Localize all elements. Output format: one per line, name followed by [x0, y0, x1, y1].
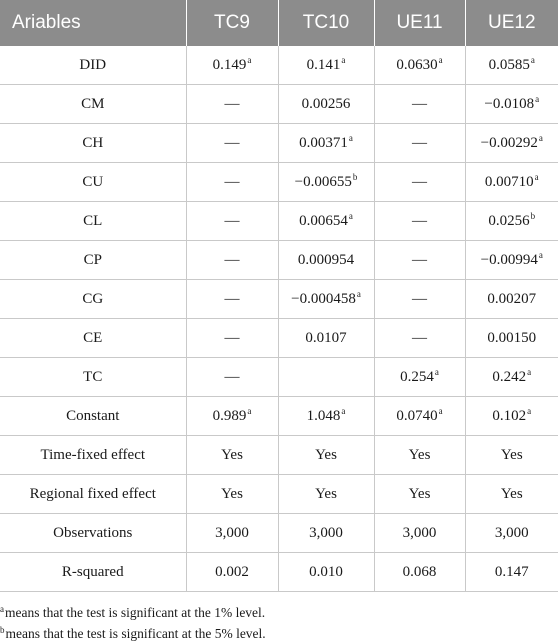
cell-value: Yes — [500, 446, 523, 463]
table-cell — [278, 85, 374, 124]
table-cell — [278, 46, 374, 85]
header-variables: Ariables — [0, 0, 186, 46]
table-row — [0, 475, 558, 514]
table-cell — [374, 514, 465, 553]
significance-marker: a — [538, 132, 543, 143]
table-row — [0, 397, 558, 436]
cell-value: 0.00150 — [487, 329, 537, 346]
significance-marker: a — [538, 249, 543, 260]
table-cell — [186, 241, 278, 280]
cell-value: 0.242 — [492, 368, 527, 385]
cell-value: — — [412, 173, 427, 190]
table-cell — [465, 124, 558, 163]
cell-value: −0.00292 — [480, 134, 538, 151]
cell-value: — — [412, 212, 427, 229]
table-cell — [186, 514, 278, 553]
header-ue12: UE12 — [465, 0, 558, 46]
significance-marker: a — [438, 54, 443, 65]
cell-value: Yes — [500, 485, 523, 502]
cell-value: −0.00994 — [480, 251, 538, 268]
cell-value: Yes — [221, 485, 243, 502]
table-row — [0, 280, 558, 319]
significance-marker: a — [530, 54, 535, 65]
cell-value: 0.00207 — [487, 290, 537, 307]
table-cell — [278, 202, 374, 241]
cell-value: — — [224, 329, 240, 346]
footnote-marker: b — [0, 625, 5, 635]
cell-value: Yes — [408, 446, 431, 463]
table-cell — [374, 436, 465, 475]
row-label: CH — [0, 124, 186, 163]
cell-value: 0.0585 — [488, 56, 530, 73]
footnote-marker: a — [0, 604, 4, 614]
cell-value: −0.00655 — [294, 173, 352, 190]
table-row — [0, 514, 558, 553]
table-cell — [465, 46, 558, 85]
table-cell — [374, 397, 465, 436]
table-cell — [278, 475, 374, 514]
table-row — [0, 163, 558, 202]
table-footnotes — [0, 592, 558, 644]
table-cell — [278, 280, 374, 319]
table-cell — [186, 553, 278, 592]
cell-value: −0.000458 — [291, 290, 356, 307]
table-cell — [465, 163, 558, 202]
cell-value: 3,000 — [215, 524, 249, 541]
cell-value: 0.147 — [494, 563, 529, 580]
table-cell — [465, 319, 558, 358]
cell-value: 0.068 — [402, 563, 437, 580]
table-cell — [186, 85, 278, 124]
table-body — [0, 46, 558, 592]
significance-marker: a — [247, 405, 252, 416]
row-label: CU — [0, 163, 186, 202]
table-cell — [186, 124, 278, 163]
cell-value: — — [224, 251, 240, 268]
cell-value: — — [224, 212, 240, 229]
table-cell — [186, 319, 278, 358]
row-label: CG — [0, 280, 186, 319]
table-cell — [278, 397, 374, 436]
table-row — [0, 358, 558, 397]
row-label: CE — [0, 319, 186, 358]
row-label: TC — [0, 358, 186, 397]
table-cell — [374, 202, 465, 241]
cell-value: 0.000954 — [297, 251, 355, 268]
cell-value: 0.989 — [212, 407, 247, 424]
table-cell — [374, 46, 465, 85]
cell-value: −0.0108 — [484, 95, 535, 112]
significance-marker: a — [348, 132, 353, 143]
cell-value: 0.254 — [400, 368, 434, 385]
significance-marker: a — [534, 171, 539, 182]
footnote-text: means that the test is significant at the 5% level. — [5, 626, 266, 641]
row-label: Regional fixed effect — [0, 475, 186, 514]
table-cell — [374, 358, 465, 397]
cell-value: Yes — [408, 485, 431, 502]
table-cell — [186, 202, 278, 241]
cell-value: 0.141 — [306, 56, 341, 73]
table-cell — [278, 124, 374, 163]
row-label: CP — [0, 241, 186, 280]
table-cell — [465, 436, 558, 475]
cell-value: — — [224, 290, 240, 307]
footnote-text: means that the test is significant at the 1% level. — [5, 605, 266, 620]
table-cell — [465, 241, 558, 280]
significance-marker: b — [352, 171, 358, 182]
table-cell — [374, 280, 465, 319]
table-cell — [374, 124, 465, 163]
cell-value: 0.102 — [492, 407, 527, 424]
table-cell — [374, 475, 465, 514]
cell-value: 0.00256 — [301, 95, 351, 112]
table-cell — [374, 163, 465, 202]
table-cell — [465, 358, 558, 397]
table-row — [0, 202, 558, 241]
table-cell — [186, 46, 278, 85]
cell-value: — — [412, 251, 427, 268]
significance-marker: a — [527, 405, 532, 416]
cell-value: — — [412, 134, 427, 151]
table-cell — [278, 319, 374, 358]
table-cell — [465, 475, 558, 514]
table-cell — [374, 241, 465, 280]
row-label: CM — [0, 85, 186, 124]
table-cell — [186, 397, 278, 436]
cell-value: 0.010 — [309, 563, 343, 580]
significance-marker: a — [348, 210, 353, 221]
cell-value: 3,000 — [309, 524, 343, 541]
table-cell — [374, 319, 465, 358]
significance-marker: a — [527, 366, 532, 377]
cell-value: 0.0107 — [305, 329, 347, 346]
table-row — [0, 319, 558, 358]
cell-value: 0.149 — [212, 56, 247, 73]
table-cell — [186, 358, 278, 397]
cell-value: 0.00710 — [484, 173, 534, 190]
cell-value: Yes — [315, 446, 337, 463]
table-row — [0, 436, 558, 475]
table-cell — [465, 202, 558, 241]
row-label: CL — [0, 202, 186, 241]
table-row — [0, 46, 558, 85]
cell-value: 0.00654 — [299, 212, 348, 229]
table-cell — [465, 397, 558, 436]
table-cell — [465, 514, 558, 553]
row-label: Time-fixed effect — [0, 436, 186, 475]
row-label: Constant — [0, 397, 186, 436]
cell-value: 3,000 — [402, 524, 437, 541]
cell-value: 0.0256 — [488, 212, 530, 229]
table-cell — [278, 514, 374, 553]
cell-value: 0.00371 — [299, 134, 348, 151]
row-label: Observations — [0, 514, 186, 553]
significance-marker: a — [341, 54, 346, 65]
cell-value: 3,000 — [494, 524, 529, 541]
table-cell — [278, 241, 374, 280]
table-cell — [465, 553, 558, 592]
table-cell — [465, 280, 558, 319]
table-cell — [278, 358, 374, 397]
table-row — [0, 124, 558, 163]
cell-value: 0.0740 — [396, 407, 438, 424]
cell-value: Yes — [221, 446, 243, 463]
cell-value: — — [412, 95, 427, 112]
cell-value: 0.002 — [215, 563, 249, 580]
table-cell — [278, 163, 374, 202]
significance-marker: a — [434, 366, 439, 377]
significance-marker: a — [341, 405, 346, 416]
row-label: R-squared — [0, 553, 186, 592]
cell-value: — — [412, 329, 427, 346]
row-label: DID — [0, 46, 186, 85]
table-row — [0, 553, 558, 592]
cell-value: — — [224, 95, 240, 112]
footnote — [0, 602, 558, 623]
significance-marker: a — [535, 93, 540, 104]
significance-marker: b — [530, 210, 536, 221]
cell-value: — — [224, 134, 240, 151]
cell-value: — — [412, 290, 427, 307]
cell-value: 1.048 — [306, 407, 341, 424]
header-row — [0, 0, 558, 46]
table-cell — [186, 475, 278, 514]
table-cell — [465, 85, 558, 124]
table-cell — [278, 553, 374, 592]
table-cell — [186, 280, 278, 319]
table-cell — [278, 436, 374, 475]
table-cell — [186, 436, 278, 475]
table-row — [0, 85, 558, 124]
table-row — [0, 241, 558, 280]
significance-marker: a — [356, 288, 361, 299]
table-cell — [186, 163, 278, 202]
cell-value: — — [224, 173, 240, 190]
header-tc10: TC10 — [278, 0, 374, 46]
cell-value: 0.0630 — [396, 56, 438, 73]
table-cell — [374, 553, 465, 592]
significance-marker: a — [247, 54, 252, 65]
table-header — [0, 0, 558, 46]
cell-value: — — [224, 368, 240, 385]
header-ue11: UE11 — [374, 0, 465, 46]
cell-value: Yes — [315, 485, 337, 502]
table-cell — [374, 85, 465, 124]
header-tc9: TC9 — [186, 0, 278, 46]
significance-marker: a — [438, 405, 443, 416]
